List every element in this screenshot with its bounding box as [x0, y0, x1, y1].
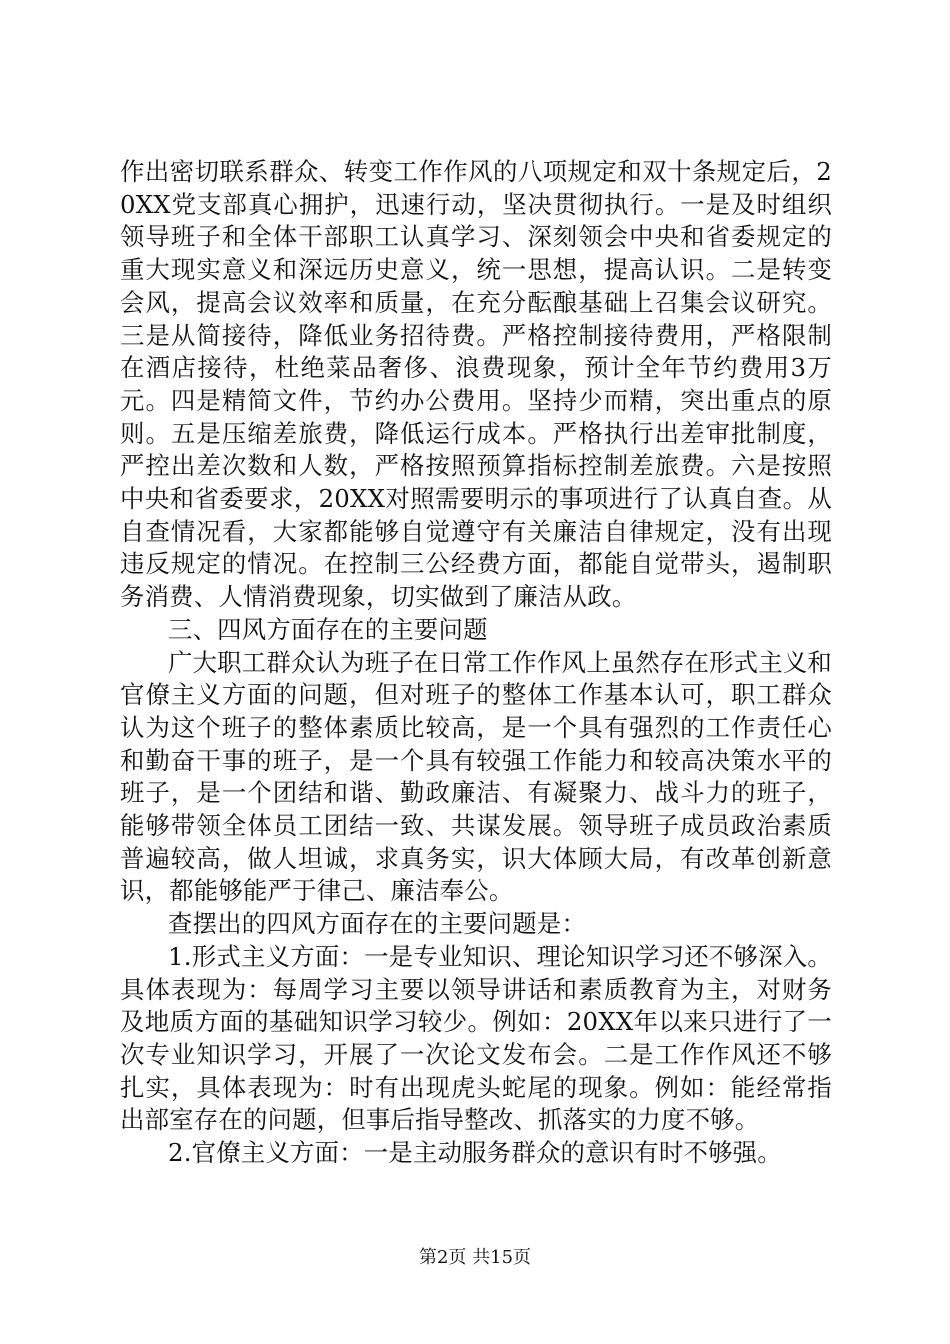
body-text — [120, 156, 832, 1170]
page-number-footer: 第2页 共15页 — [418, 1247, 532, 1268]
paragraph-1: 作出密切联系群众、转变工作作风的八项规定和双十条规定后，20XX党支部真心拥护，迅速行动，坚决贯彻执行。一是及时组织领导班子和全体干部职工认真学习、深刻领会中央和省委规定的重大现实意义和深远历史意义，统一思想，提高认识。二是转变会风，提高会议效率和质量，在充分酝酿基础上召集会议研究。三是从简接待，降低业务招待费。严格控制接待费用，严格限制在酒店接待，杜绝菜品奢侈、浪费现象，预计全年节约费用3万元。四是精简文件，节约办公费用。坚持少而精，突出重点的原则。五是压缩差旅费，降低运行成本。严格执行出差审批制度，严控出差次数和人数，严格按照预算指标控制差旅费。六是按照中央和省委要求，20XX对照需要明示的事项进行了认真自查。从自查情况看，大家都能够自觉遵守有关廉洁自律规定，没有出现违反规定的情况。在控制三公经费方面，都能自觉带头，遏制职务消费、人情消费现象，切实做到了廉洁从政。 — [120, 157, 832, 612]
paragraph-4: 1.形式主义方面：一是专业知识、理论知识学习还不够深入。具体表现为：每周学习主要以领导讲话和素质教育为主，对财务及地质方面的基础知识学习较少。例如：20XX年以来只进行了一次专业知识学习，开展了一次论文发布会。二是工作作风还不够扎实，具体表现为：时有出现虎头蛇尾的现象。例如：能经常指出部室存在的问题，但事后指导整改、抓落实的力度不够。 — [120, 941, 832, 1135]
paragraph-5: 2.官僚主义方面：一是主动服务群众的意识有时不够强。 — [168, 1138, 782, 1168]
paragraph-3: 查摆出的四风方面存在的主要问题是： — [168, 909, 587, 939]
section-heading-3: 三、四风方面存在的主要问题 — [168, 614, 488, 644]
paragraph-2: 广大职工群众认为班子在日常工作作风上虽然存在形式主义和官僚主义方面的问题，但对班子的整体工作基本认可，职工群众认为这个班子的整体素质比较高，是一个具有强烈的工作责任心和勤奋干事的班子，是一个具有较强工作能力和较高决策水平的班子，是一个团结和谐、勤政廉洁、有凝聚力、战斗力的班子，能够带领全体员工团结一致、共谋发展。领导班子成员政治素质普遍较高，做人坦诚，求真务实，识大体顾大局，有改革创新意识，都能够能严于律己、廉洁奉公。 — [120, 647, 832, 906]
